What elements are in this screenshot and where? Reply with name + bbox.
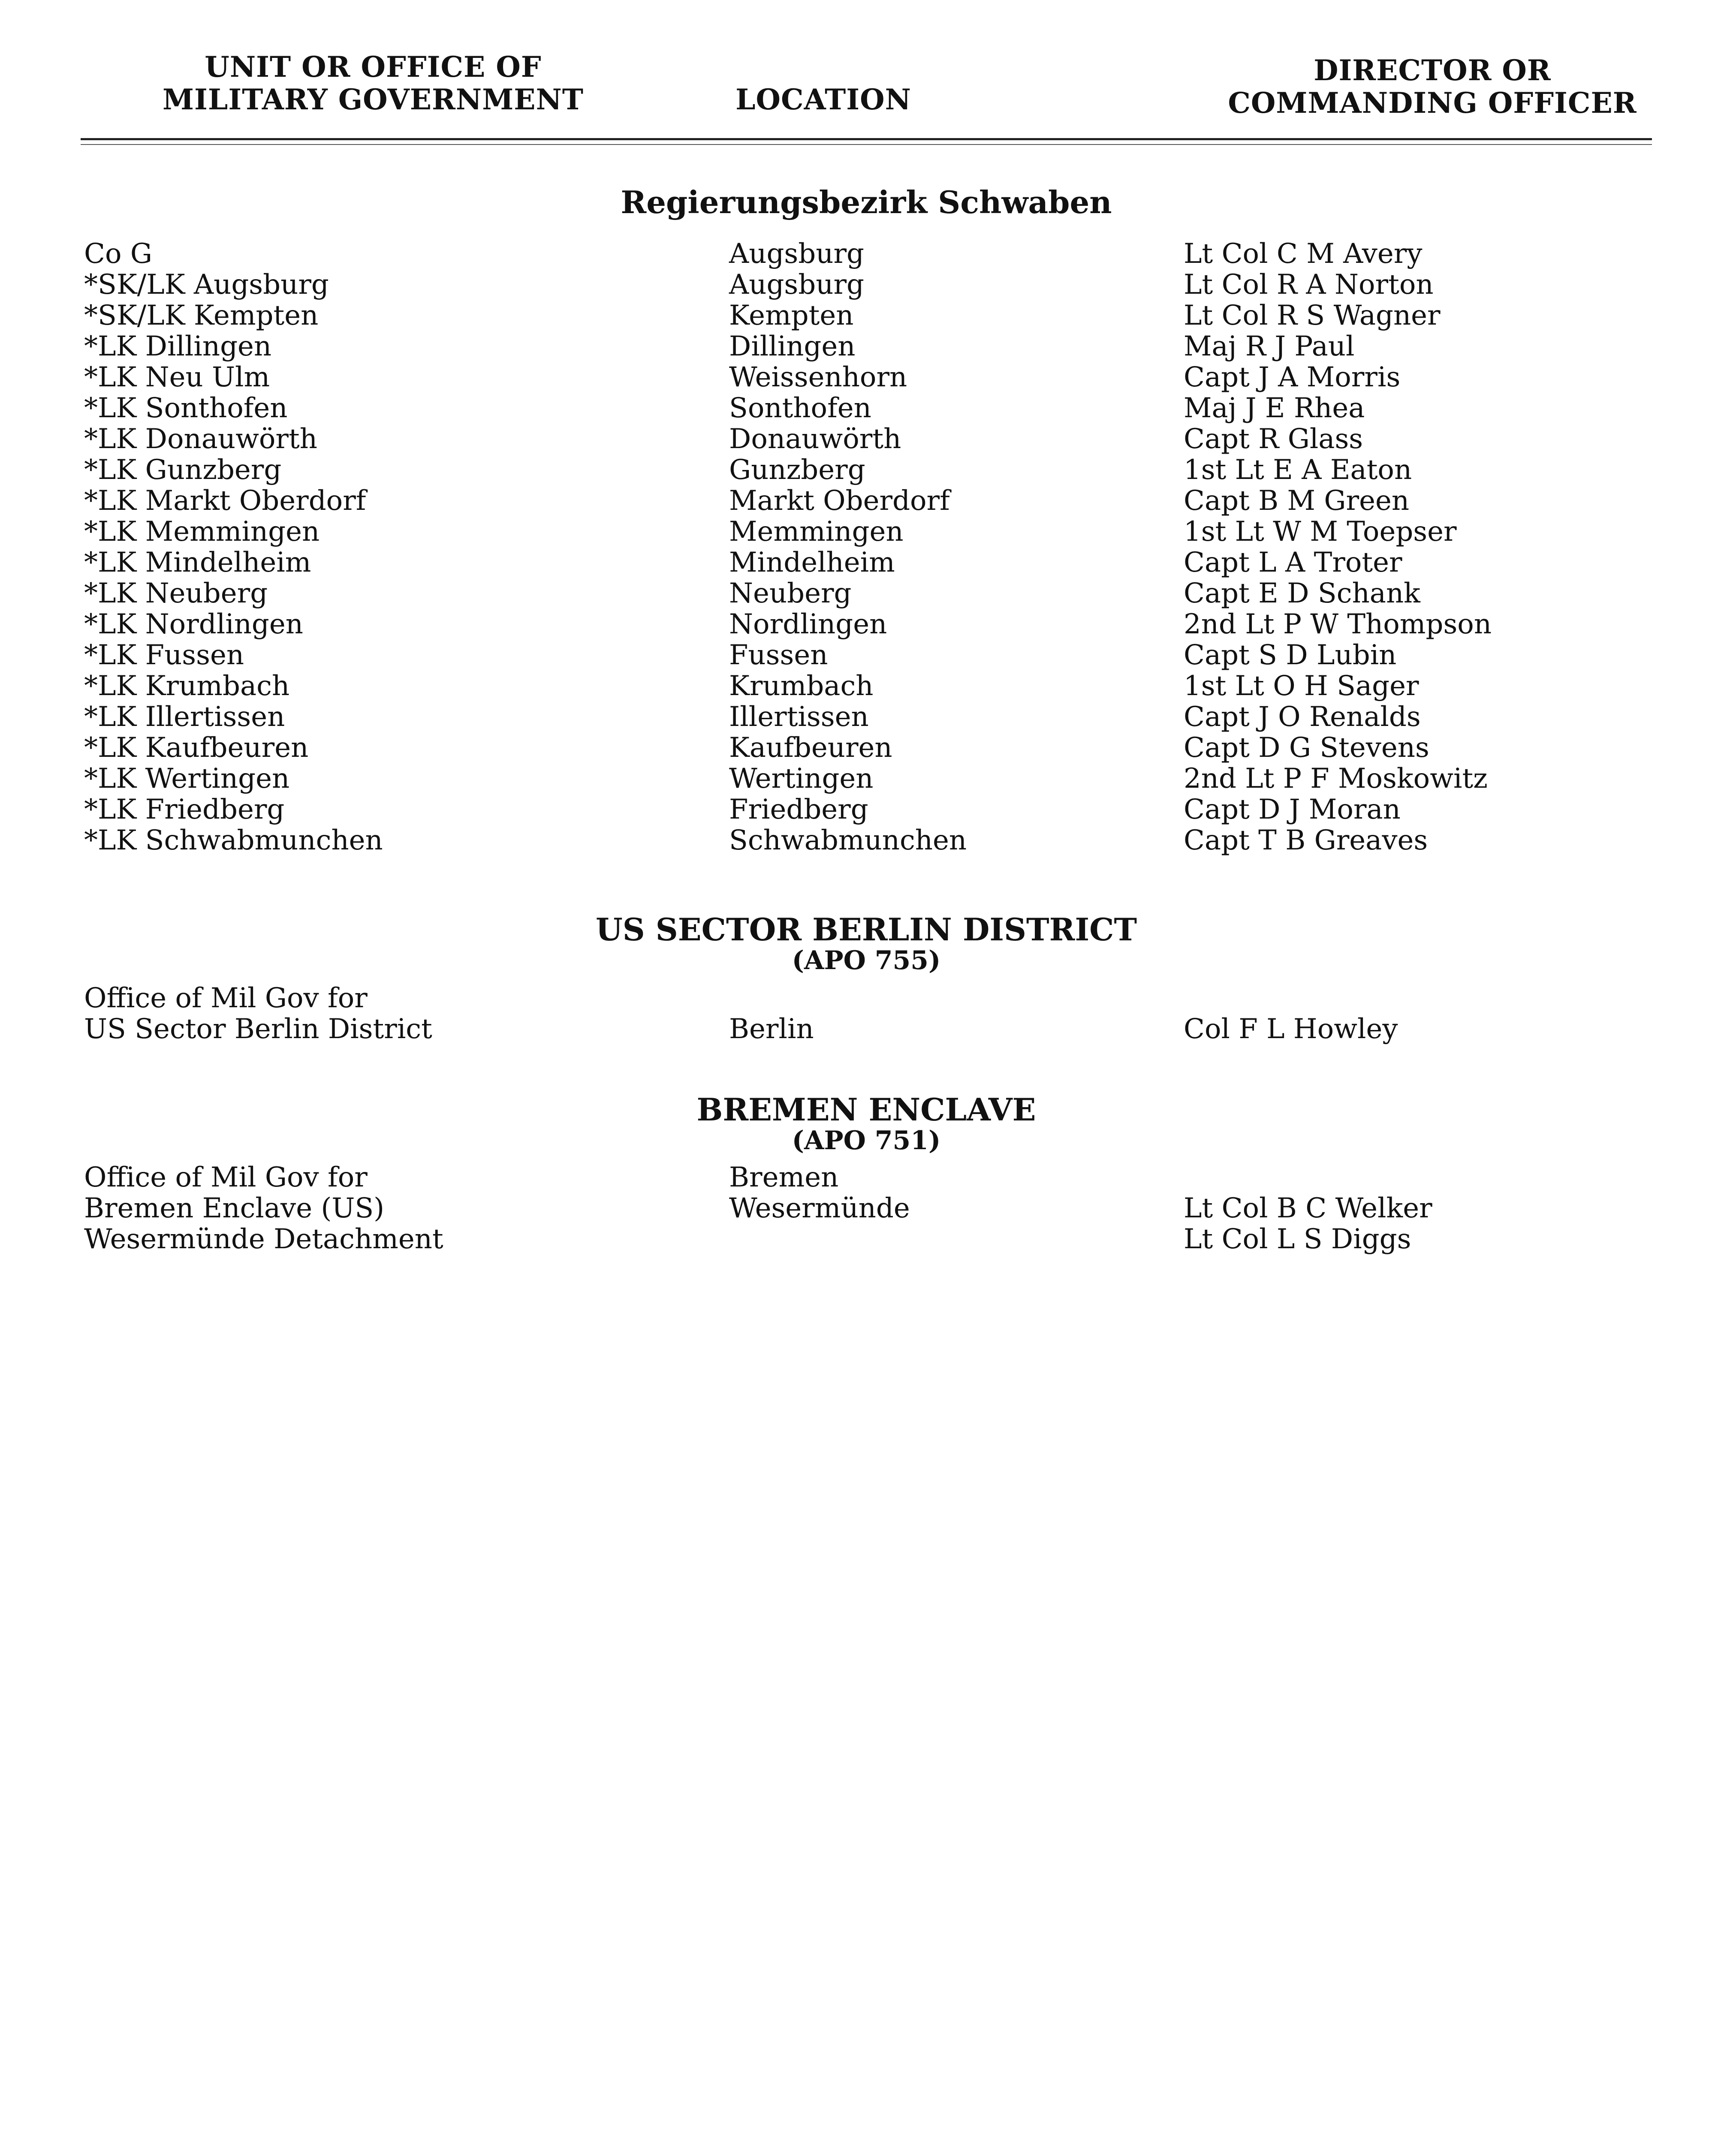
header-unit-column bbox=[129, 51, 618, 116]
section-title-schwaben: Regierungsbezirk Schwaben bbox=[621, 184, 1112, 220]
section-title-berlin: US SECTOR BERLIN DISTRICT bbox=[595, 911, 1137, 948]
location-cell: Markt Oberdorf bbox=[729, 485, 950, 517]
officer-cell: Capt D G Stevens bbox=[1184, 732, 1429, 764]
location-cell: Kaufbeuren bbox=[729, 732, 892, 764]
table-row bbox=[0, 763, 1736, 794]
officer-cell: Lt Col R A Norton bbox=[1184, 269, 1434, 301]
unit-cell: *LK Sonthofen bbox=[84, 392, 288, 424]
location-cell: Dillingen bbox=[729, 331, 856, 362]
table-row bbox=[0, 1162, 1736, 1193]
officer-cell: 1st Lt O H Sager bbox=[1184, 670, 1419, 702]
unit-cell: *LK Markt Oberdorf bbox=[84, 485, 366, 517]
location-cell: Bremen bbox=[729, 1162, 839, 1193]
location-cell: Nordlingen bbox=[729, 608, 887, 640]
table-row bbox=[0, 671, 1736, 702]
officer-cell: Capt D J Moran bbox=[1184, 794, 1401, 825]
section-subtitle-berlin: (APO 755) bbox=[792, 946, 941, 976]
location-cell: Fussen bbox=[729, 639, 828, 671]
table-row bbox=[0, 640, 1736, 671]
table-row bbox=[0, 732, 1736, 763]
officer-cell: Capt S D Lubin bbox=[1184, 639, 1397, 671]
table-row bbox=[0, 238, 1736, 269]
location-cell: Augsburg bbox=[729, 269, 864, 301]
location-cell: Illertissen bbox=[729, 701, 869, 733]
location-cell: Mindelheim bbox=[729, 547, 895, 578]
table-row bbox=[0, 300, 1736, 331]
table-row bbox=[0, 794, 1736, 825]
unit-cell: *SK/LK Kempten bbox=[84, 300, 319, 331]
header-director-line-1: DIRECTOR OR bbox=[1314, 54, 1551, 87]
header-location-column: LOCATION bbox=[735, 83, 911, 116]
unit-cell: *SK/LK Augsburg bbox=[84, 269, 329, 301]
officer-cell: 2nd Lt P F Moskowitz bbox=[1184, 763, 1488, 795]
officer-cell: Maj J E Rhea bbox=[1184, 392, 1365, 424]
section-title-bremen: BREMEN ENCLAVE bbox=[696, 1091, 1036, 1128]
header-unit-line-1: UNIT OR OFFICE OF bbox=[205, 50, 542, 84]
unit-cell: Bremen Enclave (US) bbox=[84, 1192, 385, 1224]
unit-cell: *LK Donauwörth bbox=[84, 423, 317, 455]
table-row bbox=[0, 1193, 1736, 1224]
table-row bbox=[0, 516, 1736, 547]
unit-cell: *LK Nordlingen bbox=[84, 608, 303, 640]
location-cell: Memmingen bbox=[729, 516, 904, 548]
officer-cell: 1st Lt E A Eaton bbox=[1184, 454, 1412, 486]
location-cell: Wesermünde bbox=[729, 1192, 910, 1224]
location-cell: Berlin bbox=[729, 1013, 814, 1045]
unit-cell: *LK Friedberg bbox=[84, 794, 285, 825]
table-row bbox=[0, 331, 1736, 362]
location-cell: Kempten bbox=[729, 300, 854, 331]
location-cell: Schwabmunchen bbox=[729, 825, 967, 856]
table-row bbox=[0, 485, 1736, 516]
table-row bbox=[0, 269, 1736, 300]
location-cell: Neuberg bbox=[729, 578, 852, 609]
unit-cell: *LK Memmingen bbox=[84, 516, 320, 548]
officer-cell: Maj R J Paul bbox=[1184, 331, 1355, 362]
table-row bbox=[0, 393, 1736, 424]
unit-cell: *LK Wertingen bbox=[84, 763, 290, 795]
header-director-line-2: COMMANDING OFFICER bbox=[1228, 86, 1637, 120]
table-row bbox=[0, 609, 1736, 640]
officer-cell: Capt R Glass bbox=[1184, 423, 1363, 455]
location-cell: Augsburg bbox=[729, 238, 864, 270]
unit-cell: Wesermünde Detachment bbox=[84, 1223, 443, 1255]
location-cell: Donauwörth bbox=[729, 423, 901, 455]
officer-cell: Capt L A Troter bbox=[1184, 547, 1402, 578]
unit-cell: *LK Kaufbeuren bbox=[84, 732, 309, 764]
unit-cell: Co G bbox=[84, 238, 152, 270]
officer-cell: Capt J O Renalds bbox=[1184, 701, 1421, 733]
officer-cell: Lt Col L S Diggs bbox=[1184, 1223, 1411, 1255]
table-row bbox=[0, 547, 1736, 578]
officer-cell: 1st Lt W M Toepser bbox=[1184, 516, 1457, 548]
location-cell: Krumbach bbox=[729, 670, 874, 702]
table-row bbox=[0, 455, 1736, 485]
officer-cell: Capt T B Greaves bbox=[1184, 825, 1428, 856]
section-subtitle-bremen: (APO 751) bbox=[792, 1126, 941, 1156]
officer-cell: Capt B M Green bbox=[1184, 485, 1410, 517]
unit-cell: *LK Krumbach bbox=[84, 670, 290, 702]
table-row bbox=[0, 983, 1736, 1014]
unit-cell: *LK Neu Ulm bbox=[84, 361, 270, 393]
officer-cell: Col F L Howley bbox=[1184, 1013, 1398, 1045]
unit-cell: US Sector Berlin District bbox=[84, 1013, 432, 1045]
table-row bbox=[0, 1014, 1736, 1045]
table-row bbox=[0, 1224, 1736, 1255]
header-director-column bbox=[1209, 54, 1655, 119]
table-row bbox=[0, 362, 1736, 393]
unit-cell: *LK Gunzberg bbox=[84, 454, 282, 486]
location-cell: Wertingen bbox=[729, 763, 874, 795]
officer-cell: Lt Col C M Avery bbox=[1184, 238, 1423, 270]
unit-cell: Office of Mil Gov for bbox=[84, 982, 368, 1014]
header-rule bbox=[81, 138, 1652, 140]
officer-cell: Lt Col R S Wagner bbox=[1184, 300, 1441, 331]
unit-cell: *LK Schwabmunchen bbox=[84, 825, 383, 856]
header-unit-line-2: MILITARY GOVERNMENT bbox=[162, 83, 584, 116]
location-cell: Weissenhorn bbox=[729, 361, 907, 393]
table-row bbox=[0, 424, 1736, 455]
unit-cell: *LK Illertissen bbox=[84, 701, 285, 733]
table-row bbox=[0, 825, 1736, 856]
officer-cell: Lt Col B C Welker bbox=[1184, 1192, 1432, 1224]
unit-cell: *LK Dillingen bbox=[84, 331, 272, 362]
location-cell: Friedberg bbox=[729, 794, 868, 825]
location-cell: Sonthofen bbox=[729, 392, 871, 424]
officer-cell: 2nd Lt P W Thompson bbox=[1184, 608, 1492, 640]
unit-cell: *LK Neuberg bbox=[84, 578, 268, 609]
unit-cell: Office of Mil Gov for bbox=[84, 1162, 368, 1193]
officer-cell: Capt J A Morris bbox=[1184, 361, 1401, 393]
table-row bbox=[0, 578, 1736, 609]
location-cell: Gunzberg bbox=[729, 454, 865, 486]
unit-cell: *LK Fussen bbox=[84, 639, 244, 671]
officer-cell: Capt E D Schank bbox=[1184, 578, 1420, 609]
unit-cell: *LK Mindelheim bbox=[84, 547, 311, 578]
header-rule-secondary bbox=[81, 144, 1652, 145]
table-row bbox=[0, 702, 1736, 732]
